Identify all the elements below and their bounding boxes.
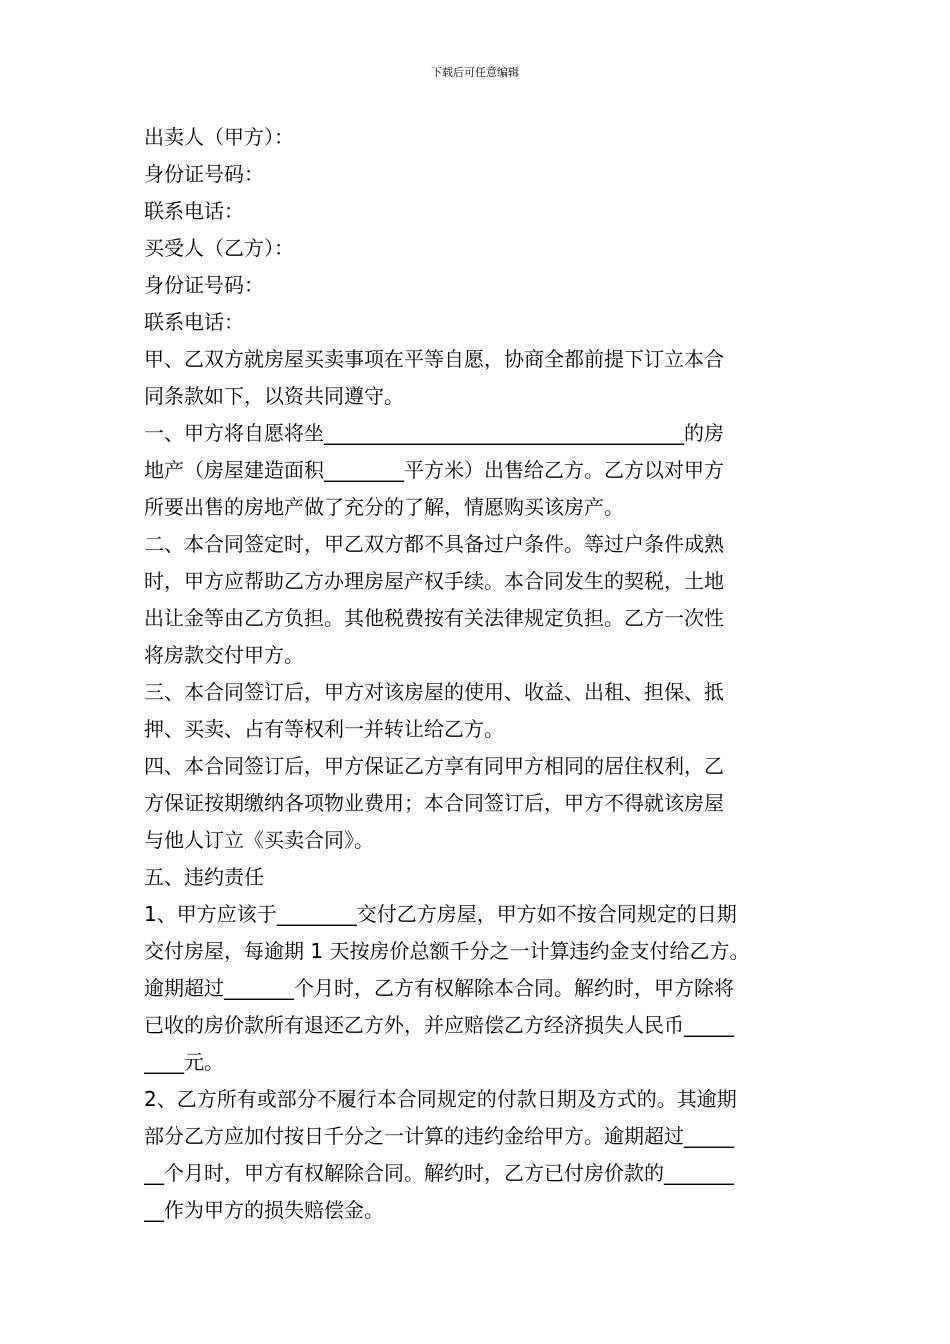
breach-item-2-line: __作为甲方的损失赔偿金。	[144, 1198, 384, 1222]
preamble-line: 同条款如下，以资共同遵守。	[144, 384, 404, 408]
breach-item-2-line: 部分乙方应加付按日千分之一计算的违约金给甲方。逾期超过_____	[144, 1124, 734, 1148]
breach-item-1-line: 交付房屋，每逾期 1 天按房价总额千分之一计算违约金支付给乙方。	[144, 939, 750, 963]
section-heading: 五、违约责任	[144, 865, 264, 889]
buyer-id-label: 身份证号码：	[144, 273, 264, 297]
clause-2-line: 二、本合同签定时，甲乙双方都不具备过户条件。等过户条件成熟	[144, 532, 724, 556]
breach-item-1-line: 逾期超过_______个月时，乙方有权解除本合同。解约时，甲方除将	[144, 976, 734, 1000]
seller-label: 出卖人（甲方）：	[144, 125, 294, 149]
breach-item-1-line: ____元。	[144, 1050, 224, 1074]
breach-item-2-line: 2、乙方所有或部分不履行本合同规定的付款日期及方式的。其逾期	[144, 1087, 737, 1111]
seller-phone-label: 联系电话：	[144, 199, 244, 223]
clause-1-line: 地产（房屋建造面积________平方米）出售给乙方。乙方以对甲方	[144, 458, 724, 482]
clause-2-line: 时，甲方应帮助乙方办理房屋产权手续。本合同发生的契税，土地	[144, 569, 724, 593]
breach-item-1-line: 已收的房价款所有退还乙方外，并应赔偿乙方经济损失人民币_____	[144, 1013, 734, 1037]
preamble-line: 甲、乙双方就房屋买卖事项在平等自愿，协商全都前提下订立本合	[144, 347, 724, 371]
breach-item-2-line: __个月时，甲方有权解除合同。解约时，乙方已付房价款的_______	[144, 1161, 734, 1185]
seller-id-label: 身份证号码：	[144, 162, 264, 186]
contract-body	[144, 119, 812, 1229]
clause-3-line: 三、本合同签订后，甲方对该房屋的使用、收益、出租、担保、抵	[144, 680, 724, 704]
clause-4-line: 与他人订立《买卖合同》。	[144, 828, 374, 852]
clause-2-line: 出让金等由乙方负担。其他税费按有关法律规定负担。乙方一次性	[144, 606, 724, 630]
buyer-label: 买受人（乙方）：	[144, 236, 294, 260]
clause-3-line: 押、买卖、占有等权利一并转让给乙方。	[144, 717, 504, 741]
buyer-phone-label: 联系电话：	[144, 310, 244, 334]
breach-item-1-line: 1、甲方应该于________交付乙方房屋，甲方如不按合同规定的日期	[144, 902, 737, 926]
clause-1-line: 所要出售的房地产做了充分的了解，情愿购买该房产。	[144, 495, 624, 519]
clause-2-line: 将房款交付甲方。	[144, 643, 304, 667]
clause-1-line: 一、甲方将自愿将坐____________________________________的房	[144, 421, 724, 445]
page-header: 下载后可任意编辑	[431, 66, 519, 79]
clause-4-line: 四、本合同签订后，甲方保证乙方享有同甲方相同的居住权利，乙	[144, 754, 724, 778]
clause-4-line: 方保证按期缴纳各项物业费用；本合同签订后，甲方不得就该房屋	[144, 791, 724, 815]
